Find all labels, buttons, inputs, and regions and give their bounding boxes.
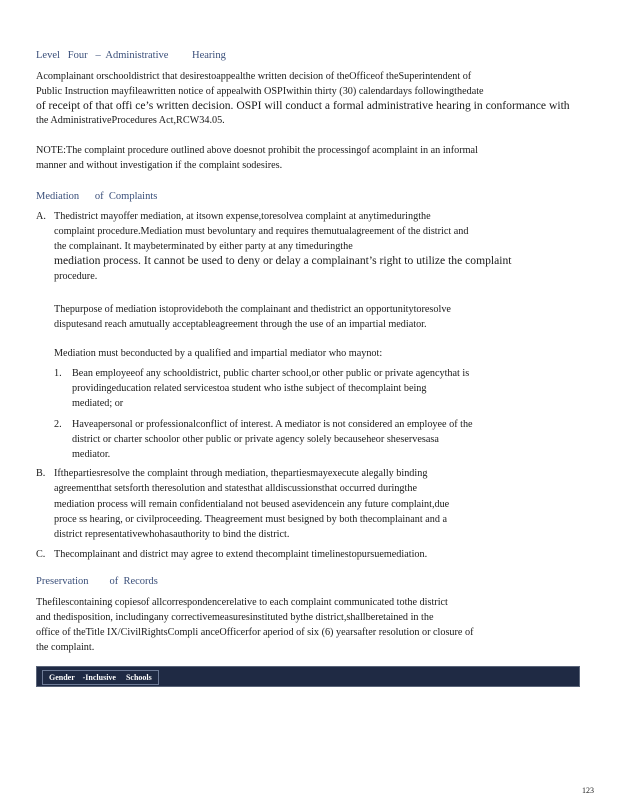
footer-section-tab: Gender -Inclusive Schools [42, 670, 159, 685]
list-item-a-line: complaint procedure.Mediation must bevoluntary and requires themutualagreement of the district and [54, 226, 469, 237]
paragraph-line: and thedisposition, includingany correctivemeasuresinstituted bythe district,shallberetained in the [36, 612, 434, 623]
list-item-b-line: mediation process will remain confidentialand not beused asevidencein any future complaint,due [54, 499, 450, 510]
sub-item-2-line: Haveapersonal or professionalconflict of interest. A mediator is not considered an employee of the [72, 419, 473, 430]
sub-list-marker-1: 1. [54, 368, 62, 379]
sub-item-2-line: district or charter schoolor other public or private agency solely becauseheor sheservesasa [72, 434, 439, 445]
list-item-a-line: Thedistrict mayoffer mediation, at itsown expense,toresolvea complaint at anytimeduringthe [54, 211, 431, 222]
paragraph-line: Acomplainant orschooldistrict that desirestoappealthe written decision of theOfficeof theSuperintendent of [36, 71, 472, 82]
sub-item-1-line: mediated; or [72, 398, 124, 409]
paragraph-line: the AdministrativeProcedures Act,RCW34.05. [36, 115, 225, 126]
sub-item-2-line: mediator. [72, 449, 111, 460]
note-line: NOTE:The complaint procedure outlined above doesnot prohibit the processingof acomplaint in an informal [36, 145, 478, 156]
sub-list-marker-2: 2. [54, 419, 62, 430]
note-line: manner and without investigation if the complaint sodesires. [36, 160, 283, 171]
list-item-b-line: district representativewhohasauthority to bind the district. [54, 529, 290, 540]
list-marker-a: A. [36, 211, 46, 222]
sub-item-1-line: providingeducation related servicestoa student who isthe subject of thecomplaint being [72, 383, 427, 394]
list-marker-b: B. [36, 468, 46, 479]
paragraph-line: Public Instruction mayfileawritten notice of appealwith OSPIwithin thirty (30) calendardays followingthedate [36, 86, 484, 97]
paragraph-line: the complaint. [36, 642, 95, 653]
list-item-a-line: procedure. [54, 271, 98, 282]
list-item-b-line: Ifthepartiesresolve the complaint through mediation, thepartiesmayexecute alegally binding [54, 468, 428, 479]
page-number: 123 [582, 786, 594, 795]
paragraph-line: office of theTitle IX/CivilRightsCompli anceOfficerfor aperiod of six (6) yearsafter resolution or closure of [36, 627, 474, 638]
list-item-c-line: Thecomplainant and district may agree to extend thecomplaint timelinestopursuemediation. [54, 549, 428, 560]
list-item-b-line: proce ss hearing, or civilproceeding. Theagreement must besigned by both thecomplainant and a [54, 514, 448, 525]
list-item-a-line: the complainant. It maybeterminated by either party at any timeduringthe [54, 241, 353, 252]
list-item-a-line: mediation process. It cannot be used to deny or delay a complainant’s right to utilize the complaint [54, 254, 512, 267]
sub-item-1-line: Bean employeeof any schooldistrict, public charter school,or other public or private agencythat is [72, 368, 470, 379]
paragraph-line: Thefilescontaining copiesof allcorrespondencerelative to each complaint communicated tothe district [36, 597, 448, 608]
purpose-line: Thepurpose of mediation istoprovideboth the complainant and thedistrict an opportunitytoresolve [54, 304, 451, 315]
list-item-b-line: agreementthat setsforth theresolution and statesthat alldiscussionsthat occurred duringthe [54, 483, 417, 494]
paragraph-line: of receipt of that offi ce’s written decision. OSPI will conduct a formal administrative hearing in conformance with [36, 99, 570, 112]
section-heading-level-four: Level Four – Administrative Hearing [36, 50, 226, 61]
conducted-line: Mediation must beconducted by a qualified and impartial mediator who maynot: [54, 348, 383, 359]
purpose-line: disputesand reach amutually acceptableagreement through the use of an impartial mediator. [54, 319, 427, 330]
list-marker-c: C. [36, 549, 46, 560]
footer-bar [36, 666, 580, 687]
section-heading-preservation: Preservation of Records [36, 576, 158, 587]
section-heading-mediation: Mediation of Complaints [36, 191, 158, 202]
